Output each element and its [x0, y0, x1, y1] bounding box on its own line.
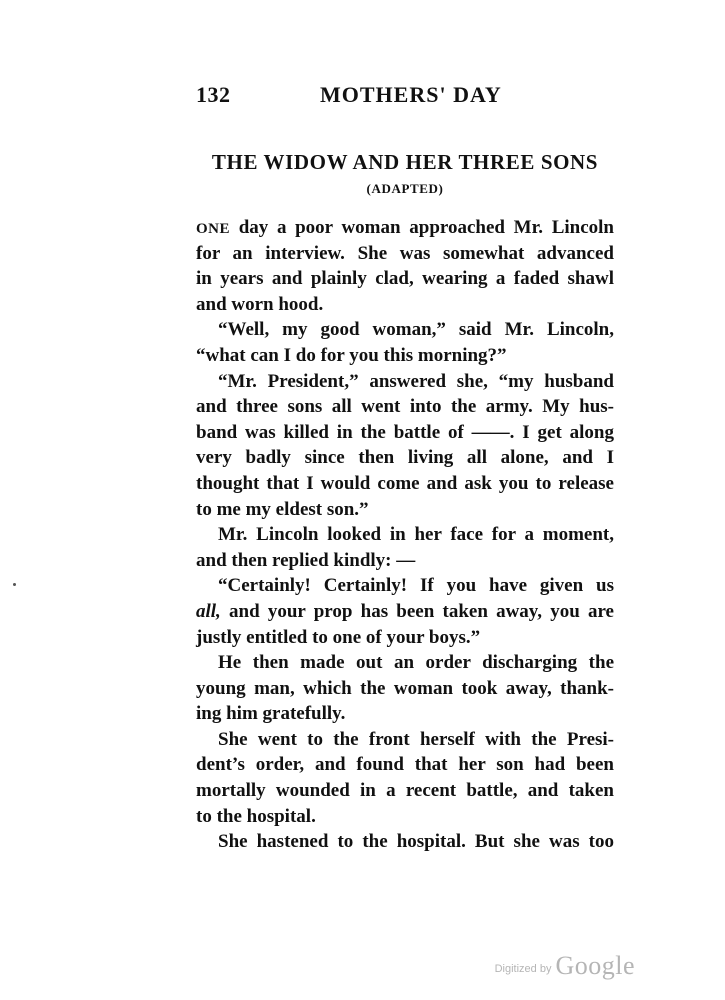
text-line: justly entitled to one of your boys.”	[196, 626, 481, 648]
watermark-prefix: Digitized by	[494, 963, 552, 975]
text-fragment: day a poor woman approached Mr. Lincoln	[230, 217, 614, 238]
text-line: mortally wounded in a recent battle, and taken	[196, 780, 614, 802]
text-line: and then replied kindly: —	[196, 549, 416, 571]
text-line: “what can I do for you this morning?”	[196, 344, 507, 366]
google-logo: Google	[555, 951, 635, 980]
small-caps-word: ONE	[196, 221, 231, 237]
text-line: for an interview. She was somewhat advanced	[196, 242, 614, 264]
running-title: MOTHERS' DAY	[320, 82, 502, 107]
running-header	[196, 82, 614, 112]
text-fragment: and your prop has been taken away, you are	[220, 600, 614, 622]
italic-word: all,	[196, 600, 221, 622]
text-line: to the hospital.	[196, 805, 316, 827]
text-line: ing him gratefully.	[196, 703, 346, 725]
text-line: She went to the front herself with the Presi-	[218, 728, 614, 750]
text-line: in years and plainly clad, wearing a faded shawl	[196, 268, 614, 290]
text-line: band was killed in the battle of ——. I get along	[196, 421, 614, 443]
text-line: and three sons all went into the army. My hus-	[196, 396, 614, 418]
text-line: to me my eldest son.”	[196, 498, 369, 520]
text-line	[196, 215, 614, 241]
text-line: very badly since then living all alone, and I	[196, 447, 614, 469]
story-body	[196, 215, 614, 855]
page-number: 132	[196, 82, 231, 107]
text-line: She hastened to the hospital. But she was too	[218, 831, 614, 853]
text-line: “Certainly! Certainly! If you have given us	[218, 575, 614, 597]
story-subtitle: (ADAPTED)	[366, 181, 444, 196]
text-line: He then made out an order discharging the	[218, 652, 614, 674]
text-line: and worn hood.	[196, 293, 324, 315]
digitized-watermark	[495, 951, 635, 981]
story-title: THE WIDOW AND HER THREE SONS	[211, 150, 599, 174]
text-line: “Mr. President,” answered she, “my husband	[218, 370, 614, 392]
text-line: “Well, my good woman,” said Mr. Lincoln,	[218, 319, 614, 341]
text-line: Mr. Lincoln looked in her face for a moment,	[218, 524, 614, 546]
text-line: young man, which the woman took away, thank-	[196, 677, 614, 699]
text-line: thought that I would come and ask you to release	[196, 472, 614, 494]
text-line: dent’s order, and found that her son had been	[196, 754, 614, 776]
text-line	[196, 599, 614, 625]
margin-speck	[13, 583, 16, 586]
